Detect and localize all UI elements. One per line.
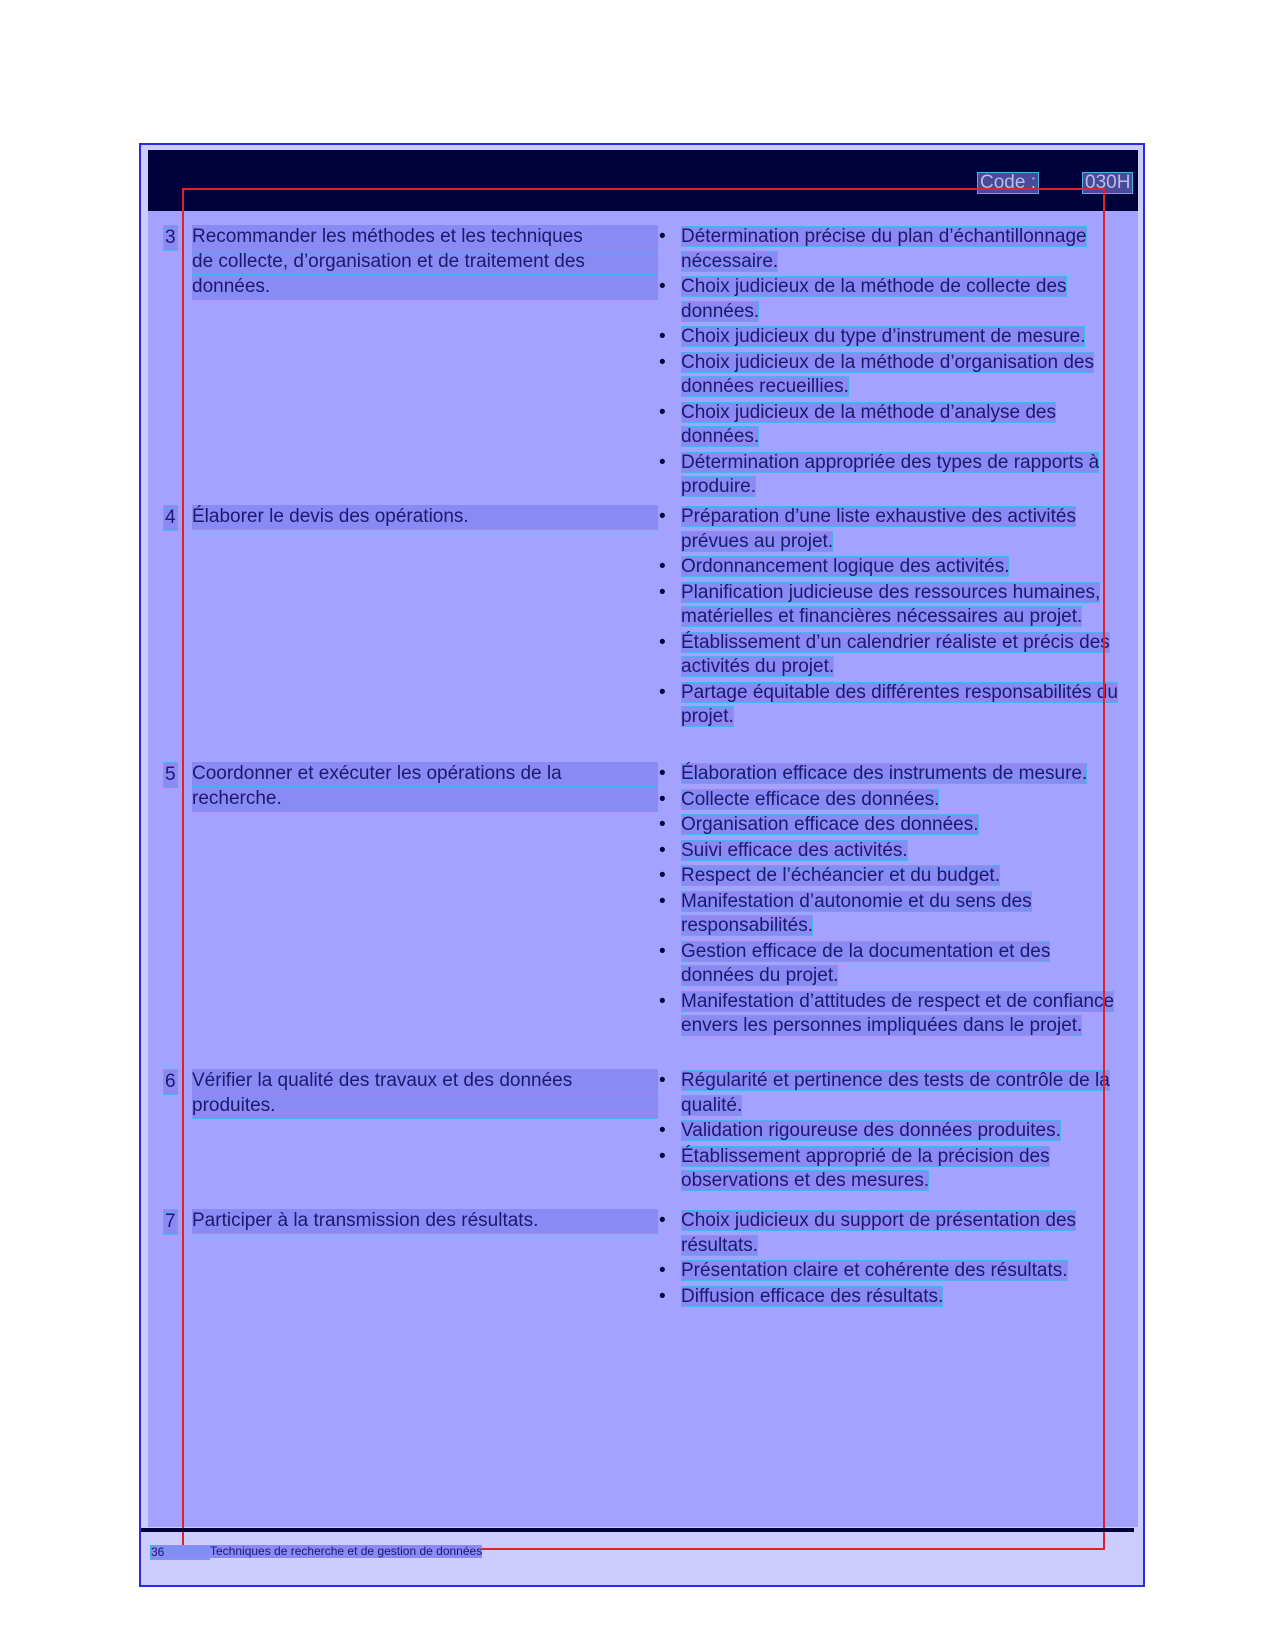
element-statement	[192, 1069, 658, 1119]
criterion-text: Partage équitable des différentes responsabilités du projet.	[681, 681, 1118, 727]
list-item	[659, 401, 1127, 450]
criteria-list	[659, 225, 1127, 501]
element-number: 4	[163, 505, 178, 531]
list-item	[659, 839, 1127, 864]
criterion-text: Suivi efficace des activités.	[681, 839, 908, 861]
criterion-text: Choix judicieux de la méthode de collecte des données.	[681, 276, 1067, 322]
code-label: Code :	[977, 172, 1039, 194]
list-item	[659, 788, 1127, 813]
criterion-text: Choix judicieux de la méthode d’organisation des données recueillies.	[681, 351, 1094, 397]
criterion-text: Diffusion efficace des résultats.	[681, 1285, 944, 1307]
list-item	[659, 940, 1127, 989]
criteria-list	[659, 1209, 1127, 1310]
element-line: Élaborer le devis des opérations.	[192, 505, 658, 530]
footer-title: Techniques de recherche et de gestion de données	[210, 1544, 483, 1558]
list-item	[659, 1259, 1127, 1284]
list-item	[659, 1209, 1127, 1258]
criterion-text: Élaboration efficace des instruments de mesure.	[681, 763, 1088, 784]
element-number: 3	[163, 225, 178, 251]
criterion-text: Planification judicieuse des ressources humaines, matérielles et financières nécessaires au projet.	[681, 581, 1101, 627]
footer-page-number: 36	[150, 1545, 210, 1560]
element-line: données.	[192, 275, 658, 300]
list-item	[659, 631, 1127, 680]
criterion-text: Régularité et pertinence des tests de contrôle de la qualité.	[681, 1070, 1110, 1116]
list-item	[659, 275, 1127, 324]
footer-rule	[141, 1528, 1134, 1532]
element-line: Recommander les méthodes et les techniques	[192, 225, 658, 250]
list-item	[659, 762, 1127, 787]
list-item	[659, 225, 1127, 274]
element-number: 5	[163, 762, 178, 788]
criterion-text: Gestion efficace de la documentation et des données du projet.	[681, 940, 1051, 986]
list-item	[659, 555, 1127, 580]
criterion-text: Ordonnancement logique des activités.	[681, 556, 1010, 577]
criterion-text: Collecte efficace des données.	[681, 788, 940, 810]
element-line: de collecte, d’organisation et de traitement des	[192, 250, 658, 275]
criterion-text: Détermination appropriée des types de rapports à produire.	[681, 451, 1100, 497]
list-item	[659, 1069, 1127, 1118]
element-number: 7	[163, 1209, 178, 1235]
element-line: Coordonner et exécuter les opérations de la	[192, 762, 658, 787]
element-line: Vérifier la qualité des travaux et des données	[192, 1069, 658, 1094]
criteria-list	[659, 1069, 1127, 1195]
element-statement	[192, 1209, 658, 1234]
criterion-text: Établissement d’un calendrier réaliste et précis des activités du projet.	[681, 631, 1110, 677]
list-item	[659, 990, 1127, 1039]
list-item	[659, 325, 1127, 350]
list-item	[659, 581, 1127, 630]
list-item	[659, 451, 1127, 500]
element-line: recherche.	[192, 787, 658, 812]
criterion-text: Détermination précise du plan d’échantillonnage nécessaire.	[681, 226, 1087, 272]
criterion-text: Manifestation d’attitudes de respect et de confiance envers les personnes impliquées dans le projet.	[681, 990, 1115, 1036]
criteria-list	[659, 762, 1127, 1040]
element-line: Participer à la transmission des résultats.	[192, 1209, 658, 1234]
criterion-text: Choix judicieux du type d’instrument de mesure.	[681, 326, 1086, 347]
list-item	[659, 681, 1127, 730]
element-statement	[192, 505, 658, 530]
list-item	[659, 1145, 1127, 1194]
criterion-text: Établissement approprié de la précision des observations et des mesures.	[681, 1145, 1050, 1191]
list-item	[659, 505, 1127, 554]
list-item	[659, 1285, 1127, 1310]
code-value: 030H	[1082, 172, 1133, 194]
list-item	[659, 890, 1127, 939]
criterion-text: Choix judicieux de la méthode d’analyse des données.	[681, 401, 1056, 447]
criterion-text: Organisation efficace des données.	[681, 814, 979, 835]
element-statement	[192, 225, 658, 300]
criterion-text: Choix judicieux du support de présentation des résultats.	[681, 1210, 1077, 1256]
list-item	[659, 864, 1127, 889]
criterion-text: Respect de l’échéancier et du budget.	[681, 865, 1000, 886]
element-line: produites.	[192, 1094, 658, 1119]
criterion-text: Manifestation d’autonomie et du sens des responsabilités.	[681, 890, 1032, 936]
criterion-text: Présentation claire et cohérente des résultats.	[681, 1260, 1068, 1281]
criterion-text: Préparation d’une liste exhaustive des activités prévues au projet.	[681, 506, 1077, 552]
criterion-text: Validation rigoureuse des données produites.	[681, 1120, 1061, 1141]
list-item	[659, 1119, 1127, 1144]
list-item	[659, 813, 1127, 838]
element-number: 6	[163, 1069, 178, 1095]
criteria-list	[659, 505, 1127, 731]
list-item	[659, 351, 1127, 400]
element-statement	[192, 762, 658, 812]
